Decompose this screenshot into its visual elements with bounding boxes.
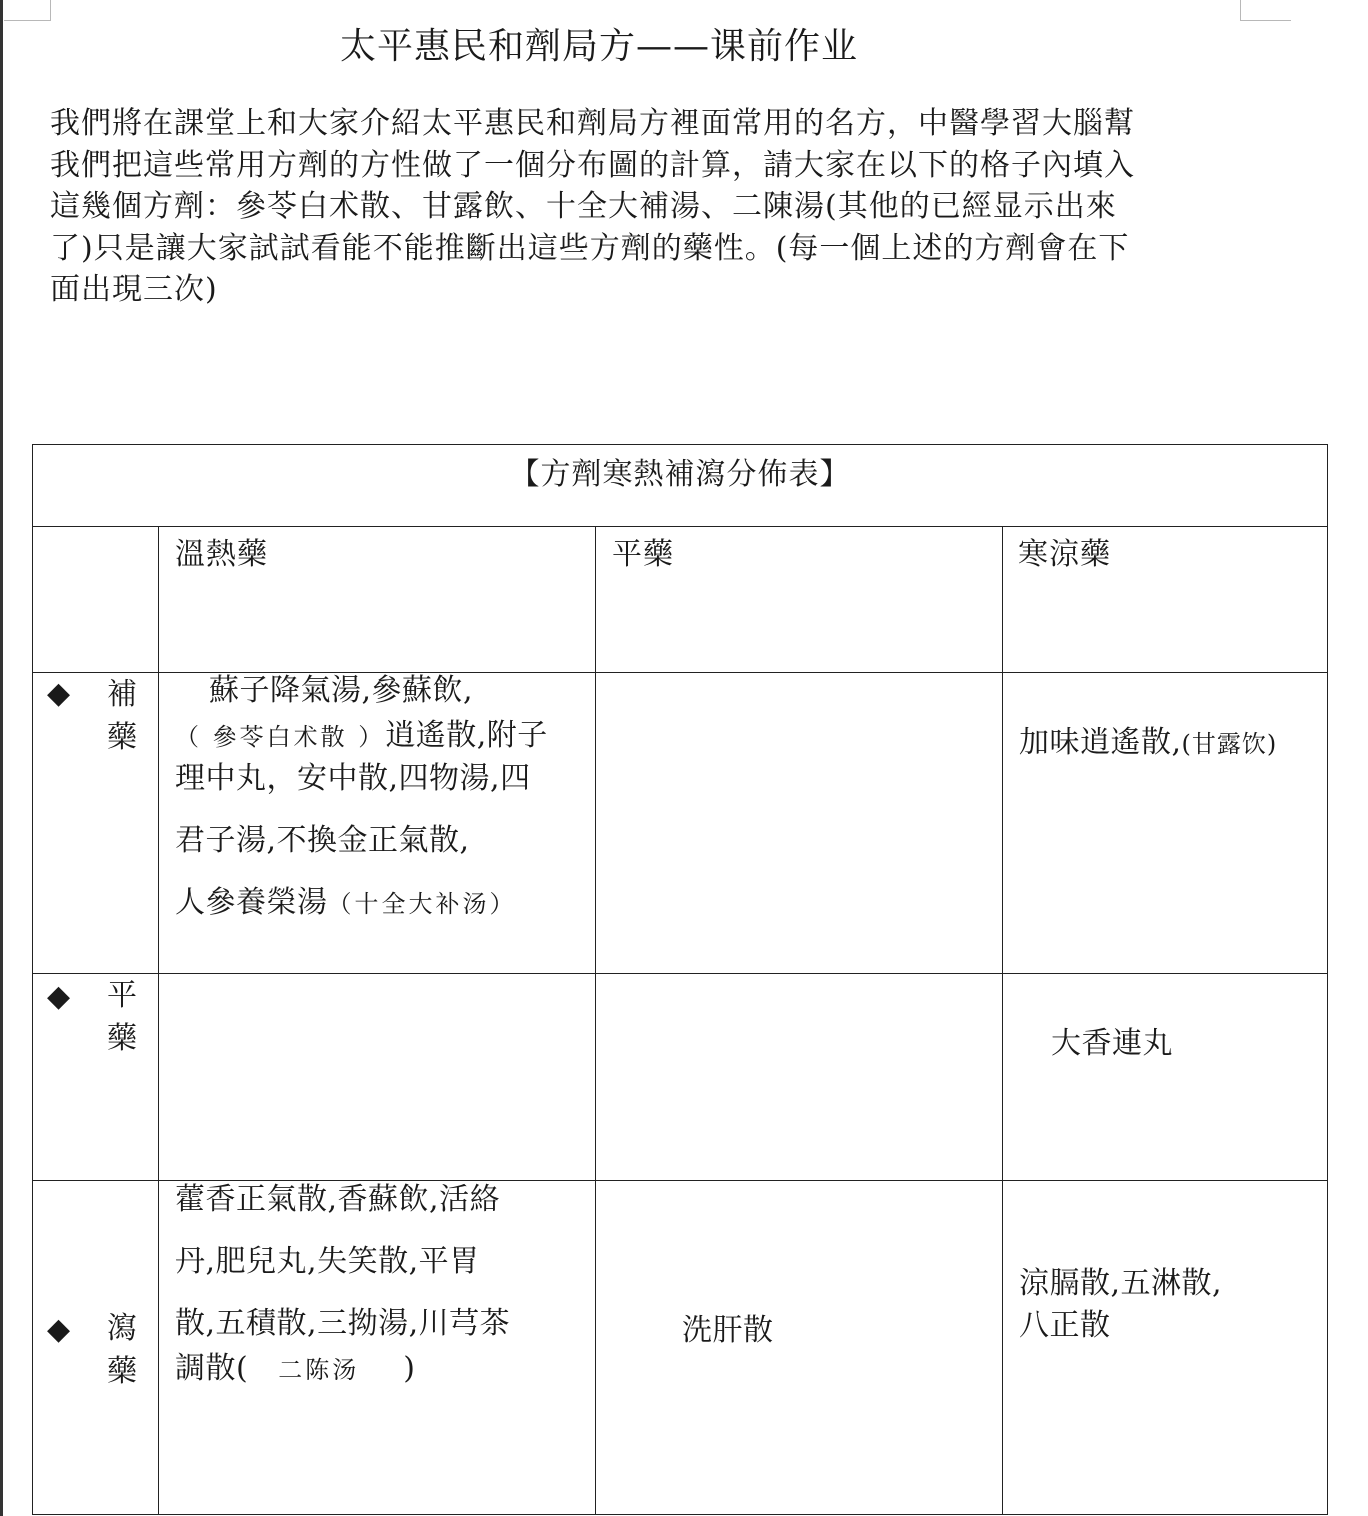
cell-purging-cold-content <box>1019 1263 1222 1347</box>
cell-text-line: 八正散 <box>1019 1308 1111 1343</box>
cell-text-line: 藿香正氣散,香蘇飲,活絡 <box>175 1182 501 1217</box>
answer-note: （ 參苓白术散 ） <box>175 723 386 751</box>
intro-paragraph <box>50 103 1250 311</box>
page-corner-marker-left <box>4 0 51 21</box>
cell-neutral-cold <box>1003 974 1328 1181</box>
cell-neutral-warm <box>159 974 596 1181</box>
row-label-cell-tonic <box>33 673 159 974</box>
cell-text-line: 大香連丸 <box>1051 1026 1173 1061</box>
cell-text-line: 理中丸，安中散,四物湯,四 <box>175 761 531 796</box>
page-corner-marker-right <box>1240 0 1291 21</box>
cell-purging-warm-content <box>175 1181 510 1395</box>
cell-text-fragment: 人參養榮湯 <box>175 885 328 920</box>
cell-neutral-neutral <box>596 974 1003 1181</box>
intro-line: 這幾個方劑：參苓白术散、甘露飲、十全大補湯、二陳湯(其他的已經显示出來 <box>50 189 1117 224</box>
column-header-neutral-cell <box>596 527 1003 673</box>
cell-text-fragment: ) <box>403 1351 416 1386</box>
corner-header-cell <box>33 527 159 673</box>
column-header-cold-cell <box>1003 527 1328 673</box>
cell-tonic-cold <box>1003 673 1328 974</box>
diamond-bullet-icon: ◆ <box>47 1312 71 1347</box>
cell-text-fragment: 加味逍遙散, <box>1019 725 1182 760</box>
cell-text-line <box>175 1350 510 1395</box>
row-label-cell-purging <box>33 1181 159 1515</box>
cell-text-line: 散,五積散,三拗湯,川芎茶 <box>175 1306 511 1341</box>
cell-text-line: 蘇子降氣湯,參蘇飲, <box>209 673 474 708</box>
formula-distribution-table <box>32 444 1328 1515</box>
cell-text-line <box>175 716 548 759</box>
cell-text-line: 丹,肥兒丸,失笑散,平胃 <box>175 1244 480 1279</box>
row-label-cell-neutral <box>33 974 159 1181</box>
diamond-bullet-icon: ◆ <box>47 676 71 711</box>
column-header-neutral: 平藥 <box>612 537 674 572</box>
intro-line: 我們把這些常用方劑的方性做了一個分布圖的計算，請大家在以下的格子內填入 <box>50 147 1135 183</box>
column-header-cold: 寒涼藥 <box>1018 537 1111 572</box>
cell-text-line: 君子湯,不換金正氣散, <box>175 823 470 858</box>
row-label-purging: 瀉藥 <box>107 1311 137 1389</box>
cell-tonic-warm <box>159 673 596 974</box>
intro-line: 了)只是讓大家試試看能不能推斷出這些方劑的藥性。(每一個上述的方劑會在下 <box>50 230 1130 266</box>
cell-purging-warm <box>159 1181 596 1515</box>
page-left-edge <box>0 0 3 1516</box>
cell-purging-neutral <box>596 1181 1003 1515</box>
cell-tonic-neutral <box>596 673 1003 974</box>
diamond-bullet-icon: ◆ <box>47 979 71 1014</box>
cell-text-line <box>175 883 548 933</box>
answer-note: (甘露饮) <box>1181 730 1278 758</box>
intro-line: 面出現三次) <box>50 272 218 307</box>
cell-purging-cold <box>1003 1181 1328 1515</box>
cell-tonic-warm-content <box>175 673 548 933</box>
column-header-warm: 溫熱藥 <box>175 537 268 572</box>
document-title: 太平惠民和劑局方——课前作业 <box>340 26 859 67</box>
row-label-neutral: 平藥 <box>107 978 137 1056</box>
table-caption-cell <box>33 445 1328 527</box>
table-caption: 【方劑寒熱補瀉分佈表】 <box>509 457 851 492</box>
row-label-tonic: 補藥 <box>107 677 137 755</box>
cell-tonic-cold-content <box>1019 717 1277 761</box>
cell-text-line: 洗肝散 <box>682 1313 774 1348</box>
cell-text-fragment: 調散( <box>175 1351 249 1386</box>
column-header-warm-cell <box>159 527 596 673</box>
answer-note: 二陈汤 <box>278 1356 360 1384</box>
intro-line: 我們將在課堂上和大家介紹太平惠民和劑局方裡面常用的名方，中醫學習大腦幫 <box>50 106 1135 141</box>
cell-text-line: 涼膈散,五淋散, <box>1019 1266 1223 1301</box>
cell-text-fragment: 逍遙散,附子 <box>385 718 548 753</box>
answer-note: （十全大补汤） <box>327 890 517 918</box>
